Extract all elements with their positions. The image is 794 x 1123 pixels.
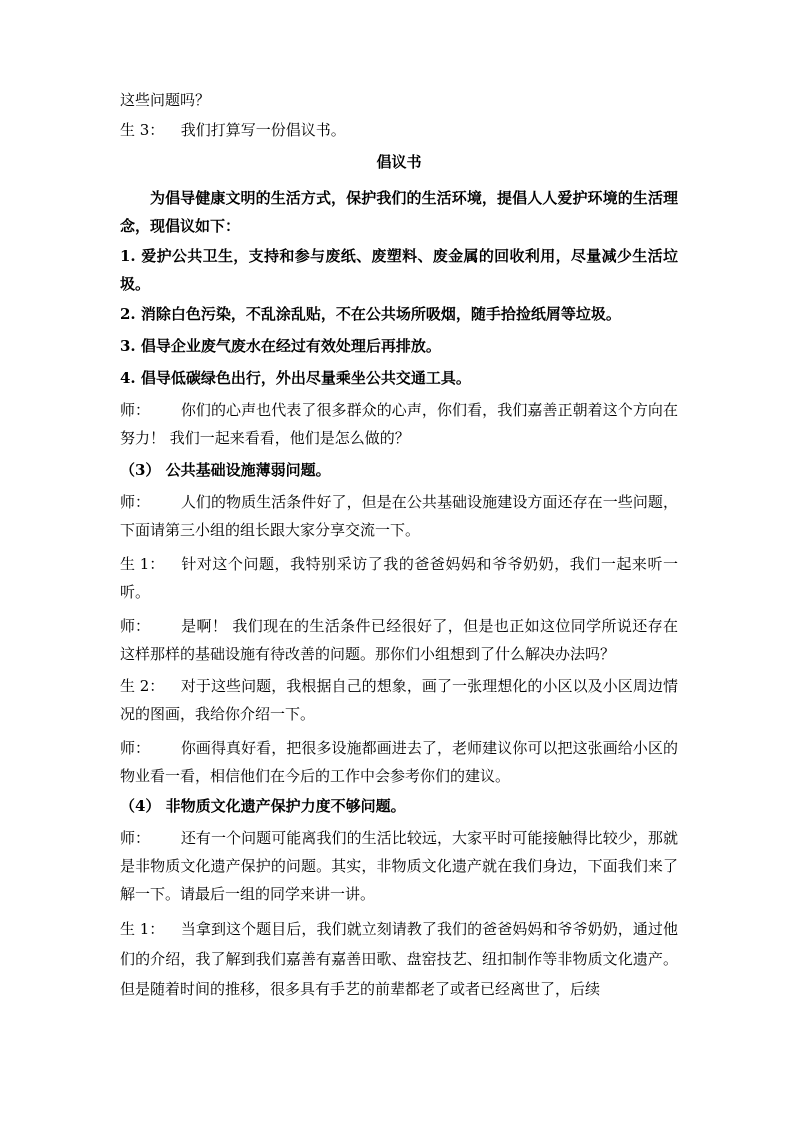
paragraph-text: 人们的物质生活条件好了，但是在公共基础设施建设方面还存在一些问题，下面请第三小组的组长跟大家分享交流一下。 — [120, 493, 678, 539]
proposal-item-4 — [120, 364, 678, 392]
paragraph-student-3 — [120, 116, 678, 144]
speaker-label: 师： — [120, 617, 151, 635]
paragraph-text: 这些问题吗？ — [120, 91, 211, 109]
paragraph-teacher-2 — [120, 488, 678, 544]
paragraph-text: 是啊！ 我们现在的生活条件已经很好了，但是也正如这位同学所说还存在这样那样的基础设施有待改善的问题。那你们小组想到了什么解决办法吗？ — [120, 617, 678, 663]
paragraph-teacher-3 — [120, 612, 678, 668]
section-heading-3 — [120, 456, 678, 484]
paragraph-text: 4. 倡导低碳绿色出行，外出尽量乘坐公共交通工具。 — [120, 369, 471, 387]
proposal-title-text: 倡议书 — [376, 153, 422, 171]
proposal-item-3 — [120, 332, 678, 360]
paragraph-continuation — [120, 86, 678, 114]
paragraph-text: 还有一个问题可能离我们的生活比较远，大家平时可能接触得比较少，那就是非物质文化遗产保护的问题。其实，非物质文化遗产就在我们身边，下面我们来了解一下。请最后一组的同学来讲一讲。 — [120, 829, 678, 903]
speaker-label: 师： — [120, 739, 151, 757]
speaker-label: 生 2： — [120, 677, 165, 695]
paragraph-student-2 — [120, 672, 678, 728]
paragraph-text: （3） 公共基础设施薄弱问题。 — [120, 461, 331, 479]
proposal-intro — [120, 184, 678, 240]
paragraph-text: 针对这个问题，我特别采访了我的爸爸妈妈和爷爷奶奶，我们一起来听一听。 — [120, 555, 678, 601]
section-heading-4 — [120, 792, 678, 820]
speaker-label: 师： — [120, 829, 151, 847]
proposal-item-2 — [120, 300, 678, 328]
speaker-label: 师： — [120, 493, 151, 511]
paragraph-text: 你们的心声也代表了很多群众的心声，你们看，我们嘉善正朝着这个方向在努力！ 我们一起来看看，他们是怎么做的？ — [120, 401, 678, 447]
paragraph-text: 对于这些问题，我根据自己的想象，画了一张理想化的小区以及小区周边情况的图画，我给你介绍一下。 — [120, 677, 678, 723]
paragraph-student-1-heritage — [120, 914, 678, 1004]
paragraph-text: 3. 倡导企业废气废水在经过有效处理后再排放。 — [120, 337, 441, 355]
paragraph-text: 我们打算写一份倡议书。 — [180, 121, 346, 139]
paragraph-teacher-4 — [120, 734, 678, 790]
paragraph-text: 2. 消除白色污染，不乱涂乱贴，不在公共场所吸烟，随手拾捡纸屑等垃圾。 — [120, 305, 621, 323]
speaker-label: 生 3： — [120, 121, 165, 139]
speaker-label: 师： — [120, 401, 151, 419]
paragraph-text: （4） 非物质文化遗产保护力度不够问题。 — [120, 797, 406, 815]
paragraph-text: 为倡导健康文明的生活方式，保护我们的生活环境，提倡人人爱护环境的生活理念，现倡议如下： — [120, 189, 678, 235]
proposal-title — [120, 148, 678, 176]
paragraph-student-1 — [120, 550, 678, 606]
paragraph-teacher-5 — [120, 824, 678, 908]
paragraph-text: 你画得真好看，把很多设施都画进去了，老师建议你可以把这张画给小区的物业看一看，相信他们在今后的工作中会参考你们的建议。 — [120, 739, 678, 785]
paragraph-teacher-1 — [120, 396, 678, 452]
paragraph-text: 当拿到这个题目后，我们就立刻请教了我们的爸爸妈妈和爷爷奶奶，通过他们的介绍，我了解到我们嘉善有嘉善田歌、盘窑技艺、纽扣制作等非物质文化遗产。但是随着时间的推移，很多具有手艺的前辈都老了或者已经离世了，后续 — [120, 920, 678, 998]
speaker-label: 生 1： — [120, 555, 165, 573]
proposal-item-1 — [120, 242, 678, 298]
speaker-label: 生 1： — [120, 920, 165, 938]
paragraph-text: 1. 爱护公共卫生，支持和参与废纸、废塑料、废金属的回收利用，尽量减少生活垃圾。 — [120, 247, 678, 293]
